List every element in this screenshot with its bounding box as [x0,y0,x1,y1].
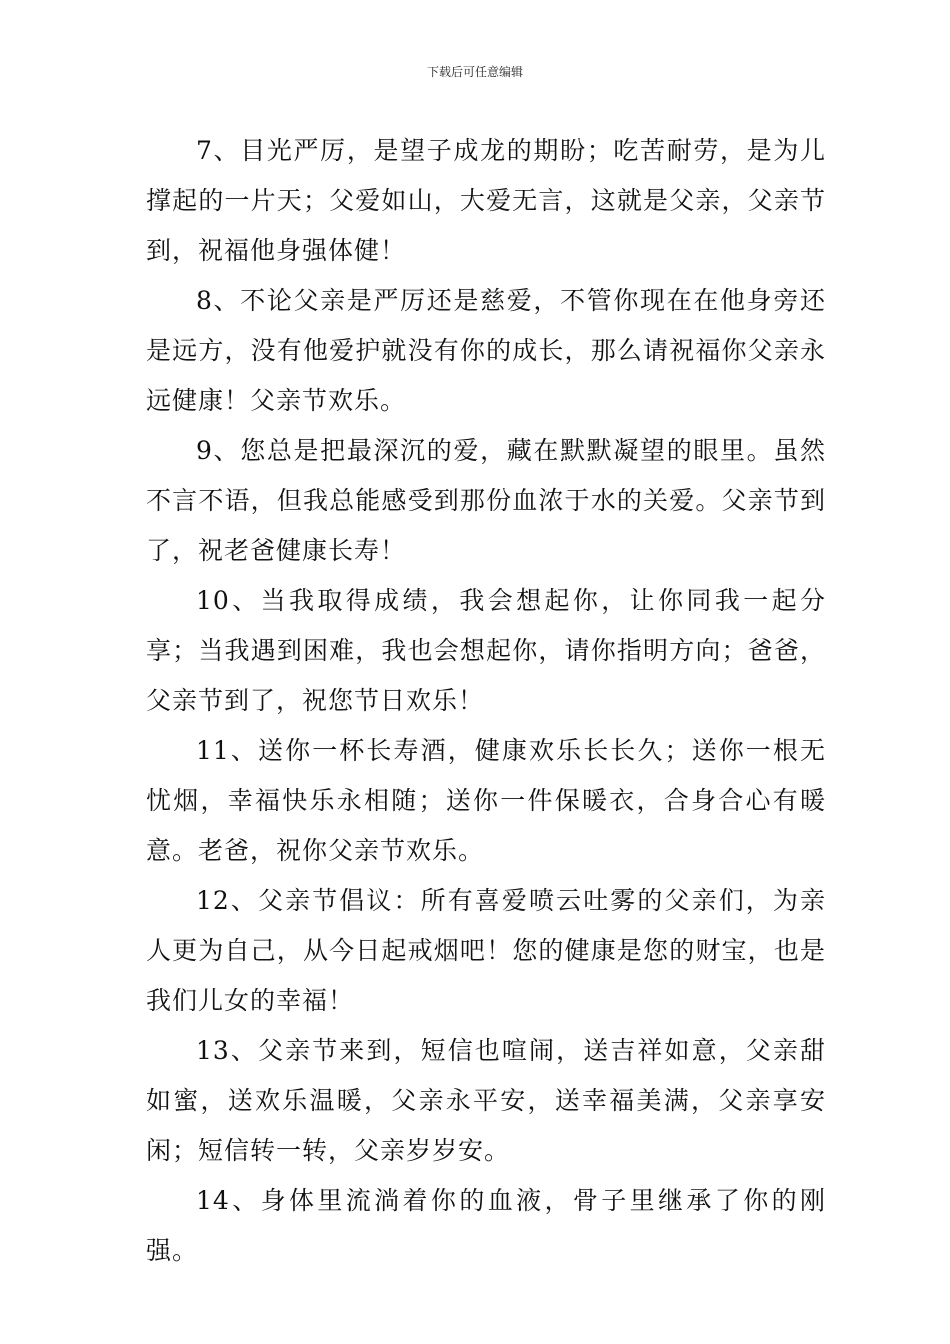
page-header: 下载后可任意编辑 [426,65,523,79]
paragraph-11: 11、送你一杯长寿酒，健康欢乐长长久；送你一根无忧烟，幸福快乐永相随；送你一件保暖衣，合身合心有暖意。老爸，祝你父亲节欢乐。 [146,736,826,865]
paragraph-14: 14、身体里流淌着你的血液，骨子里继承了你的刚强。 [146,1186,826,1265]
document-body [146,126,826,1276]
paragraph-13: 13、父亲节来到，短信也喧闹，送吉祥如意，父亲甜如蜜，送欢乐温暖，父亲永平安，送幸福美满，父亲享安闲；短信转一转，父亲岁岁安。 [146,1036,826,1165]
paragraph-9: 9、您总是把最深沉的爱，藏在默默凝望的眼里。虽然不言不语，但我总能感受到那份血浓于水的关爱。父亲节到了，祝老爸健康长寿！ [146,436,826,565]
paragraph-10: 10、当我取得成绩，我会想起你，让你同我一起分享；当我遇到困难，我也会想起你，请你指明方向；爸爸，父亲节到了，祝您节日欢乐！ [146,586,826,715]
paragraph-8: 8、不论父亲是严厉还是慈爱，不管你现在在他身旁还是远方，没有他爱护就没有你的成长，那么请祝福你父亲永远健康！父亲节欢乐。 [146,286,826,415]
paragraph-7: 7、目光严厉，是望子成龙的期盼；吃苦耐劳，是为儿撑起的一片天；父爱如山，大爱无言，这就是父亲，父亲节到，祝福他身强体健！ [146,136,826,265]
paragraph-12: 12、父亲节倡议：所有喜爱喷云吐雾的父亲们，为亲人更为自己，从今日起戒烟吧！您的健康是您的财宝，也是我们儿女的幸福！ [146,886,826,1015]
